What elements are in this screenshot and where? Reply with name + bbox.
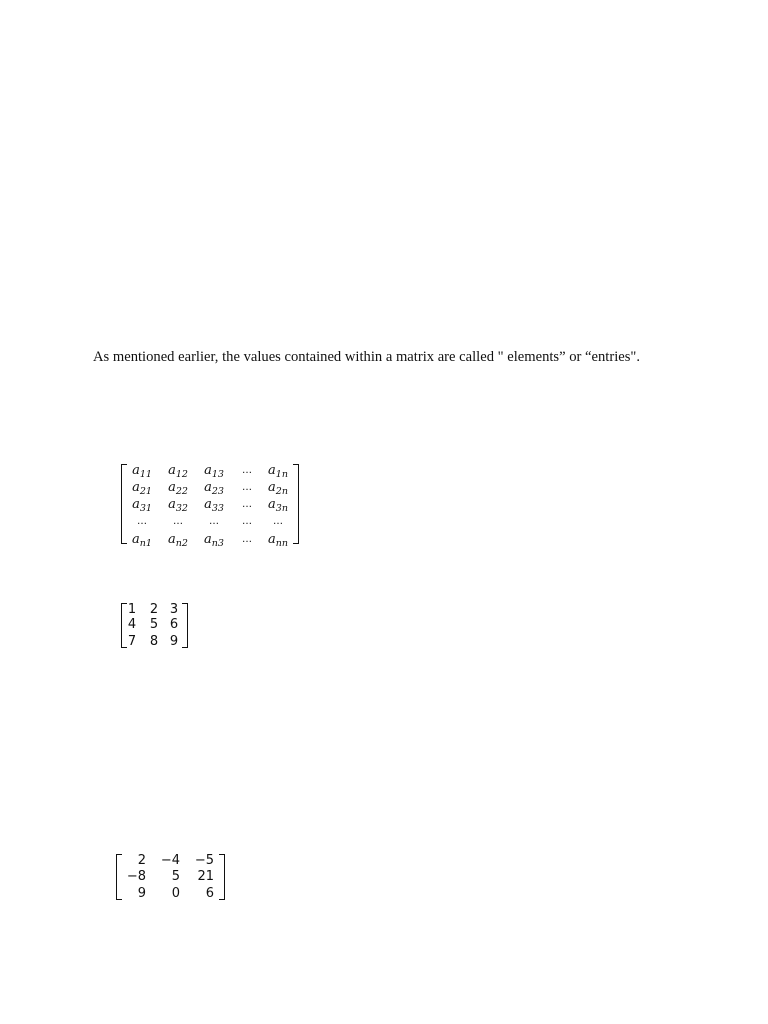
ellipsis-entry: … xyxy=(273,516,283,527)
entry-subscript: 32 xyxy=(175,503,188,514)
ellipsis-entry: … xyxy=(209,516,219,527)
matrix-symbol-entry xyxy=(261,532,295,548)
general-matrix xyxy=(121,463,299,549)
numeric-matrix-signed xyxy=(116,854,225,900)
matrix-entry: 2 xyxy=(149,602,159,617)
matrix-symbol-entry xyxy=(161,480,195,496)
entry-subscript: 11 xyxy=(139,469,152,480)
ellipsis-entry: … xyxy=(242,516,252,527)
entry-base: a xyxy=(268,463,276,478)
matrix-symbol-entry xyxy=(161,463,195,479)
matrix-entry: 6 xyxy=(169,617,179,632)
matrix-symbol-entry xyxy=(197,532,231,548)
matrix-entry: −5 xyxy=(194,853,214,868)
ellipsis-entry: … xyxy=(242,499,252,510)
entry-subscript: 13 xyxy=(211,469,224,480)
entry-subscript: n2 xyxy=(175,538,188,549)
matrix-symbol-entry xyxy=(261,497,295,513)
entry-base: a xyxy=(132,463,140,478)
entry-subscript: 23 xyxy=(211,486,224,497)
entry-base: a xyxy=(204,532,212,547)
matrix-entry: 21 xyxy=(197,869,214,884)
numeric-matrix-1-to-9 xyxy=(121,603,188,648)
entry-subscript: 21 xyxy=(139,486,152,497)
entry-base: a xyxy=(168,463,176,478)
entry-subscript: nn xyxy=(275,538,288,549)
ellipsis-entry: … xyxy=(242,465,252,476)
matrix-entry: 5 xyxy=(149,617,159,632)
entry-base: a xyxy=(132,497,140,512)
matrix-symbol-entry xyxy=(197,497,231,513)
matrix-entry: 3 xyxy=(169,602,179,617)
entry-base: a xyxy=(132,480,140,495)
entry-subscript: 3n xyxy=(275,503,288,514)
matrix-symbol-entry xyxy=(125,497,159,513)
matrix-symbol-entry xyxy=(261,480,295,496)
entry-base: a xyxy=(168,532,176,547)
matrix-symbol-entry xyxy=(197,463,231,479)
entry-subscript: 2n xyxy=(275,486,288,497)
entry-subscript: 22 xyxy=(175,486,188,497)
entry-base: a xyxy=(204,463,212,478)
entry-base: a xyxy=(268,497,276,512)
entry-subscript: 31 xyxy=(139,503,152,514)
entry-base: a xyxy=(204,480,212,495)
matrix-entry: 0 xyxy=(171,886,180,901)
matrix-symbol-entry xyxy=(125,463,159,479)
entry-base: a xyxy=(132,532,140,547)
entry-subscript: 33 xyxy=(211,503,224,514)
matrix-symbol-entry xyxy=(125,480,159,496)
ellipsis-entry: … xyxy=(242,534,252,545)
ellipsis-entry: … xyxy=(242,482,252,493)
matrix-entry: 2 xyxy=(137,853,146,868)
entry-base: a xyxy=(267,532,276,547)
matrix-entry: 5 xyxy=(171,869,180,884)
matrix-entry: −8 xyxy=(126,869,146,884)
matrix-entry: 9 xyxy=(137,886,146,901)
matrix-entry: 8 xyxy=(149,634,159,649)
entry-subscript: n1 xyxy=(139,538,152,549)
matrix-symbol-entry xyxy=(161,497,195,513)
body-paragraph: As mentioned earlier, the values contained within a matrix are called " elements” or “entries". xyxy=(93,349,641,365)
entry-base: a xyxy=(168,480,176,495)
matrix-entry: 1 xyxy=(127,602,137,617)
matrix-entry: 7 xyxy=(127,634,137,649)
matrix-entry: −4 xyxy=(160,853,180,868)
matrix-entry: 4 xyxy=(127,617,137,632)
entry-subscript: n3 xyxy=(211,538,224,549)
entry-subscript: 1n xyxy=(275,469,288,480)
matrix-symbol-entry xyxy=(197,480,231,496)
entry-subscript: 12 xyxy=(175,469,188,480)
matrix-symbol-entry xyxy=(125,532,159,548)
ellipsis-entry: … xyxy=(173,516,183,527)
entry-base: a xyxy=(268,480,276,495)
entry-base: a xyxy=(168,497,176,512)
matrix-entry: 6 xyxy=(205,886,214,901)
matrix-symbol-entry xyxy=(161,532,195,548)
matrix-symbol-entry xyxy=(261,463,295,479)
ellipsis-entry: … xyxy=(137,516,147,527)
entry-base: a xyxy=(204,497,212,512)
right-bracket xyxy=(219,854,225,900)
matrix-entry: 9 xyxy=(169,634,179,649)
